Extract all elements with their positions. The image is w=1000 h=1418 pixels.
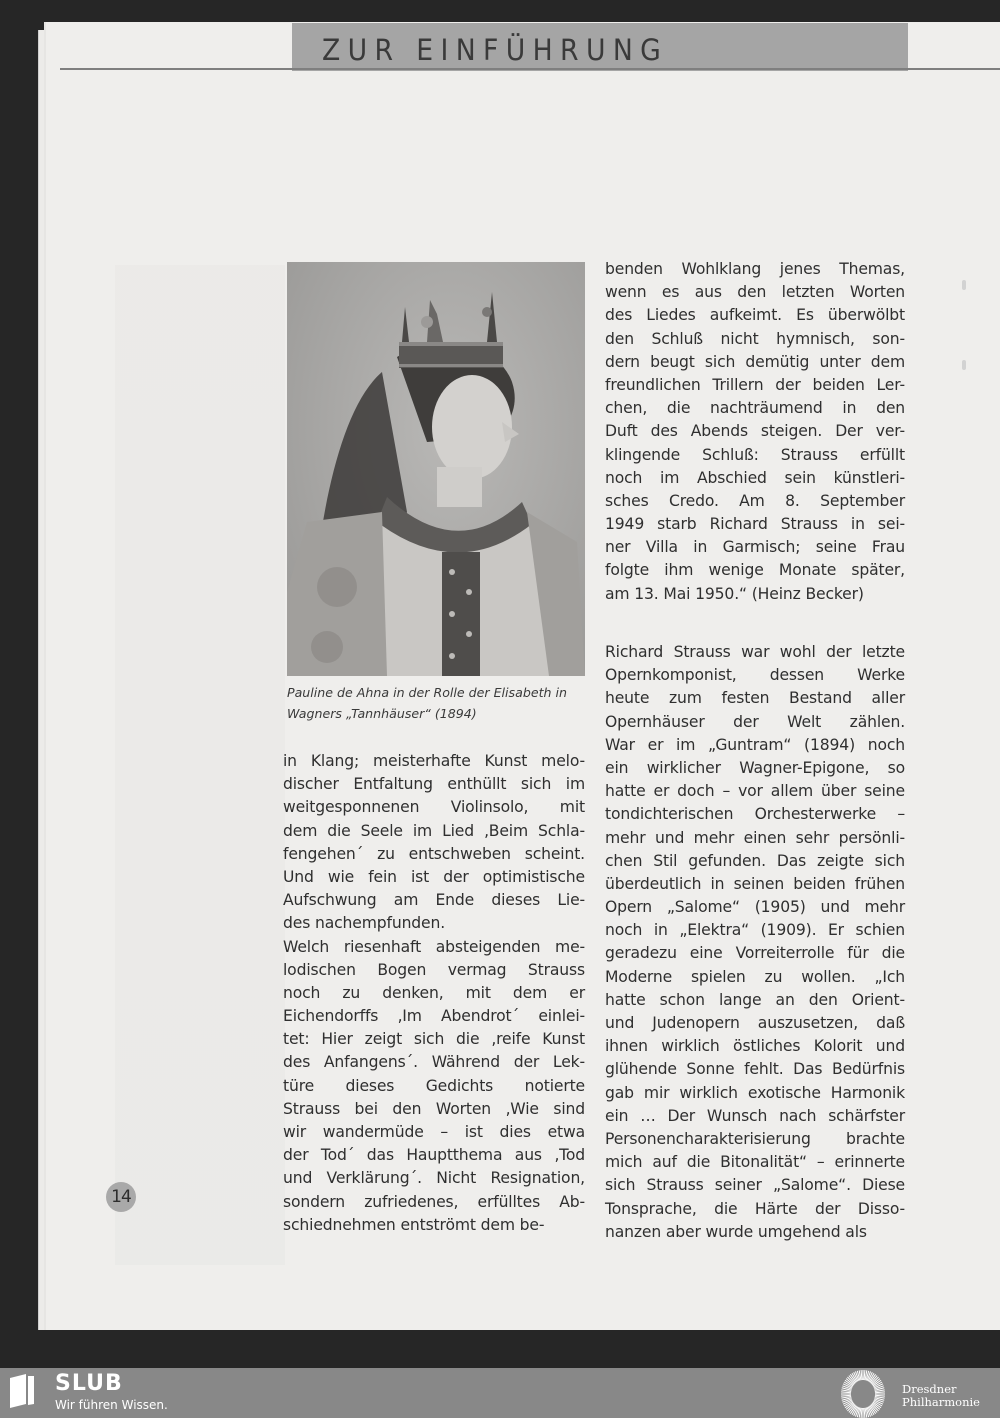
- philharmonie-logo-text[interactable]: [902, 1383, 980, 1409]
- text-line: discher Entfaltung enthüllt sich im: [283, 775, 585, 794]
- text-line: wenn es aus den letzten Worten: [605, 283, 905, 302]
- text-line: des nachempfunden.: [283, 914, 446, 933]
- text-line: Und wie fein ist der optimistische: [283, 867, 585, 886]
- text-line: hatte schon lange an den Orient-: [605, 990, 905, 1009]
- text-line: wir wandermüde – ist dies etwa: [283, 1123, 585, 1141]
- text-line: ein wirklicher Wagner-Epigone, so: [605, 758, 905, 777]
- text-line: tondichterischen Orchesterwerke –: [605, 805, 905, 824]
- text-line: noch zu denken, mit dem er: [283, 983, 585, 1002]
- header-rule: [60, 68, 1000, 70]
- text-line: Moderne spielen zu wollen. „Ich: [605, 967, 905, 986]
- text-line: ein … Der Wunsch nach schärfster: [605, 1106, 905, 1125]
- text-line: geradezu eine Vorreiterrolle für die: [605, 944, 905, 963]
- left-text-column: [283, 750, 585, 1237]
- text-line: War er im „Guntram“ (1894) noch: [605, 735, 905, 754]
- text-line: noch im Abschied sein künstleri-: [605, 468, 905, 487]
- text-line: klingende Schluß: Strauss erfüllt: [605, 445, 905, 464]
- sunburst-ray: [861, 1408, 862, 1418]
- sunburst-ray: [864, 1370, 865, 1380]
- slub-book-icon: [8, 1374, 38, 1408]
- text-line: weitgesponnenen Violinsolo, mit: [283, 798, 585, 817]
- text-line: lodischen Bogen vermag Strauss: [283, 960, 585, 979]
- text-line: Eichendorffs ‚Im Abendrot´ einlei-: [283, 1007, 585, 1026]
- text-line: Strauss bei den Worten ‚Wie sind: [283, 1099, 585, 1118]
- text-line: chen, die nachträumend in den: [605, 399, 905, 418]
- text-line: chen Stil gefunden. Das zeigte sich: [605, 851, 905, 870]
- text-line: sondern zufriedenes, erfülltes Ab-: [283, 1192, 585, 1211]
- page-number-badge: 14: [106, 1182, 136, 1212]
- caption-line: Wagners „Tannhäuser“ (1894): [287, 706, 477, 721]
- text-line: türe dieses Gedichts notierte: [283, 1076, 585, 1095]
- text-line: des Anfangens´. Während der Lek-: [283, 1053, 585, 1072]
- philharmonie-sunburst-icon: [840, 1369, 886, 1418]
- text-line: Opernkomponist, dessen Werke: [605, 666, 905, 685]
- text-line: des Liedes aufkeimt. Es überwölbt: [605, 306, 905, 325]
- text-line: noch in „Elektra“ (1909). Er schien: [605, 921, 905, 940]
- text-line: und Judenopern auszusetzen, daß: [605, 1014, 905, 1032]
- text-line: dem die Seele im Lied ‚Beim Schla-: [283, 821, 585, 840]
- text-line: ner Villa in Garmisch; seine Frau: [605, 538, 905, 557]
- text-line: benden Wohlklang jenes Themas,: [605, 260, 905, 278]
- text-line: hatte er doch – vor allem über seine: [605, 782, 905, 801]
- caption-line: Pauline de Ahna in der Rolle der Elisabeth in: [287, 685, 567, 700]
- text-line: in Klang; meisterhafte Kunst melo-: [283, 752, 585, 770]
- text-line: tet: Hier zeigt sich die ‚reife Kunst: [283, 1030, 585, 1049]
- sunburst-ray: [875, 1395, 885, 1396]
- text-line: sich Strauss seiner „Salome“. Diese: [605, 1176, 905, 1195]
- philharmonie-line-2: Philharmonie: [902, 1395, 980, 1409]
- text-line: gab mir wirklich exotische Harmonik: [605, 1083, 905, 1102]
- text-line: und Verklärung´. Nicht Resignation,: [283, 1169, 585, 1188]
- text-line: ihnen wirklich östliches Kolorit und: [605, 1037, 905, 1056]
- portrait-illustration: [287, 262, 585, 676]
- text-line: Opern „Salome“ (1905) und mehr: [605, 898, 905, 917]
- photo-caption: [287, 682, 587, 724]
- show-through-area: [115, 265, 285, 1265]
- text-line: mehr und mehr einen sehr persönli-: [605, 828, 905, 847]
- text-line: dern beugt sich demütig unter dem: [605, 352, 905, 371]
- text-line: freundlichen Trillern der beiden Ler-: [605, 375, 905, 394]
- text-line: Aufschwung am Ende dieses Lie-: [283, 891, 585, 910]
- sunburst-ray: [864, 1408, 865, 1418]
- text-line: Welch riesenhaft absteigenden me-: [283, 937, 585, 956]
- text-line: Richard Strauss war wohl der letzte: [605, 643, 905, 661]
- portrait-photo: [287, 262, 585, 676]
- text-line: schiednehmen entströmt dem be-: [283, 1215, 545, 1234]
- text-line: Duft des Abends steigen. Der ver-: [605, 422, 905, 441]
- sunburst-ray: [841, 1392, 851, 1393]
- section-title: ZUR EINFÜHRUNG: [322, 33, 669, 67]
- text-line: folgte ihm wenige Monate später,: [605, 561, 905, 580]
- sunburst-ray: [875, 1392, 885, 1393]
- text-line: überdeutlich in seinen beiden frühen: [605, 874, 905, 893]
- binding-marks: [962, 280, 966, 380]
- text-line: Opernhäuser der Welt zählen.: [605, 712, 905, 731]
- philharmonie-line-1: Dresdner: [902, 1382, 957, 1396]
- text-line: fengehen´ zu entschweben scheint.: [283, 844, 585, 863]
- sunburst-ray: [861, 1370, 862, 1380]
- sunburst-ray: [841, 1395, 851, 1396]
- text-line: 1949 starb Richard Strauss in sei-: [605, 515, 905, 534]
- slub-tagline: Wir führen Wissen.: [55, 1398, 168, 1412]
- text-line: der Tod´ das Hauptthema aus ‚Tod: [283, 1146, 585, 1165]
- text-line: glühende Sonne fehlt. Das Bedürfnis: [605, 1060, 905, 1079]
- text-line: heute zum festen Bestand aller: [605, 689, 905, 708]
- right-text-paragraph-2: [605, 641, 905, 1244]
- text-line: Tonsprache, die Härte der Disso-: [605, 1199, 905, 1218]
- right-text-paragraph-1: [605, 258, 905, 606]
- slub-logo-text[interactable]: SLUB: [55, 1371, 123, 1396]
- text-line: Personencharakterisierung brachte: [605, 1129, 905, 1148]
- text-line: am 13. Mai 1950.“ (Heinz Becker): [605, 584, 864, 603]
- text-line: mich auf die Bitonalität“ – erinnerte: [605, 1153, 905, 1172]
- text-line: den Schluß nicht hymnisch, son-: [605, 329, 905, 348]
- text-line: nanzen aber wurde umgehend als: [605, 1222, 867, 1241]
- text-line: sches Credo. Am 8. September: [605, 491, 905, 510]
